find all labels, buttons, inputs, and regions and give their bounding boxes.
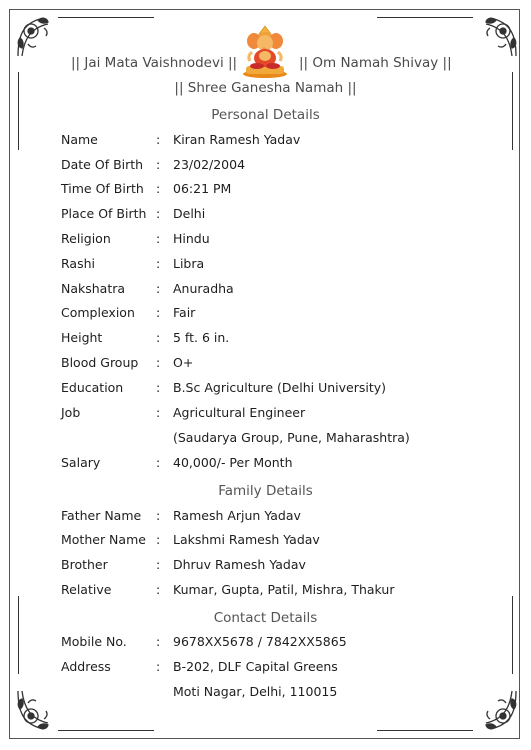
field-colon: : bbox=[156, 157, 161, 172]
row-blood-group bbox=[0, 353, 531, 373]
field-colon: : bbox=[156, 380, 161, 395]
row-address-continued bbox=[0, 682, 531, 702]
field-value: Lakshmi Ramesh Yadav bbox=[173, 532, 320, 547]
section-title-personal: Personal Details bbox=[211, 107, 320, 123]
invocation-right: || Om Namah Shivay || bbox=[299, 55, 452, 71]
field-label: Address bbox=[61, 659, 111, 674]
ganesha-icon bbox=[240, 22, 290, 78]
field-colon: : bbox=[156, 557, 161, 572]
field-value: 40,000/- Per Month bbox=[173, 455, 293, 470]
field-label: Brother bbox=[61, 557, 108, 572]
row-job bbox=[0, 403, 531, 423]
field-colon: : bbox=[156, 532, 161, 547]
field-colon: : bbox=[156, 455, 161, 470]
field-value: Fair bbox=[173, 305, 196, 320]
field-colon: : bbox=[156, 231, 161, 246]
row-name bbox=[0, 130, 531, 150]
row-education bbox=[0, 378, 531, 398]
frame-line-top-right bbox=[377, 17, 473, 18]
field-value: Anuradha bbox=[173, 281, 234, 296]
field-colon: : bbox=[156, 256, 161, 271]
row-father-name bbox=[0, 506, 531, 526]
row-relative bbox=[0, 580, 531, 600]
field-value: 5 ft. 6 in. bbox=[173, 330, 230, 345]
field-value: B-202, DLF Capital Greens bbox=[173, 659, 338, 674]
field-value: (Saudarya Group, Pune, Maharashtra) bbox=[173, 430, 410, 445]
row-place-of-birth bbox=[0, 204, 531, 224]
field-colon: : bbox=[156, 634, 161, 649]
field-label: Salary bbox=[61, 455, 101, 470]
field-colon: : bbox=[156, 206, 161, 221]
row-time-of-birth bbox=[0, 179, 531, 199]
row-address bbox=[0, 657, 531, 677]
row-mother-name bbox=[0, 530, 531, 550]
field-value: Libra bbox=[173, 256, 205, 271]
field-label: Education bbox=[61, 380, 124, 395]
field-label: Name bbox=[61, 132, 98, 147]
row-date-of-birth bbox=[0, 155, 531, 175]
field-label: Mother Name bbox=[61, 532, 146, 547]
invocation-left: || Jai Mata Vaishnodevi || bbox=[71, 55, 238, 71]
field-label: Date Of Birth bbox=[61, 157, 144, 172]
field-value: 9678XX5678 / 7842XX5865 bbox=[173, 634, 347, 649]
field-label: Height bbox=[61, 330, 103, 345]
field-value: Ramesh Arjun Yadav bbox=[173, 508, 301, 523]
field-label: Rashi bbox=[61, 256, 95, 271]
field-colon: : bbox=[156, 181, 161, 196]
field-colon: : bbox=[156, 355, 161, 370]
field-value: 06:21 PM bbox=[173, 181, 232, 196]
field-label: Complexion bbox=[61, 305, 135, 320]
field-label: Father Name bbox=[61, 508, 142, 523]
field-label: Time Of Birth bbox=[61, 181, 144, 196]
section-title-family: Family Details bbox=[218, 483, 313, 499]
row-salary bbox=[0, 453, 531, 473]
frame-line-top-left bbox=[58, 17, 154, 18]
field-value: 23/02/2004 bbox=[173, 157, 246, 172]
row-job-continued bbox=[0, 428, 531, 448]
field-value: Moti Nagar, Delhi, 110015 bbox=[173, 684, 338, 699]
field-label: Religion bbox=[61, 231, 111, 246]
row-rashi bbox=[0, 254, 531, 274]
field-label: Place Of Birth bbox=[61, 206, 147, 221]
section-title-contact: Contact Details bbox=[213, 610, 318, 626]
corner-ornament-top-right bbox=[474, 14, 520, 60]
field-colon: : bbox=[156, 405, 161, 420]
field-colon: : bbox=[156, 281, 161, 296]
field-label: Nakshatra bbox=[61, 281, 126, 296]
corner-ornament-top-left bbox=[14, 14, 60, 60]
field-value: Kiran Ramesh Yadav bbox=[173, 132, 301, 147]
field-value: Dhruv Ramesh Yadav bbox=[173, 557, 306, 572]
field-value: Kumar, Gupta, Patil, Mishra, Thakur bbox=[173, 582, 395, 597]
row-brother bbox=[0, 555, 531, 575]
row-complexion bbox=[0, 303, 531, 323]
field-label: Relative bbox=[61, 582, 112, 597]
field-value: O+ bbox=[173, 355, 194, 370]
field-colon: : bbox=[156, 659, 161, 674]
frame-line-bottom-right bbox=[377, 730, 473, 731]
field-value: Delhi bbox=[173, 206, 206, 221]
field-colon: : bbox=[156, 330, 161, 345]
row-nakshatra bbox=[0, 279, 531, 299]
invocation-center: || Shree Ganesha Namah || bbox=[174, 80, 357, 96]
field-value: Hindu bbox=[173, 231, 210, 246]
field-colon: : bbox=[156, 305, 161, 320]
row-religion bbox=[0, 229, 531, 249]
field-colon: : bbox=[156, 132, 161, 147]
field-colon: : bbox=[156, 508, 161, 523]
frame-line-bottom-left bbox=[58, 730, 154, 731]
field-value: B.Sc Agriculture (Delhi University) bbox=[173, 380, 387, 395]
field-label: Mobile No. bbox=[61, 634, 127, 649]
row-mobile bbox=[0, 632, 531, 652]
field-colon: : bbox=[156, 582, 161, 597]
field-label: Job bbox=[61, 405, 81, 420]
row-height bbox=[0, 328, 531, 348]
field-value: Agricultural Engineer bbox=[173, 405, 306, 420]
field-label: Blood Group bbox=[61, 355, 139, 370]
